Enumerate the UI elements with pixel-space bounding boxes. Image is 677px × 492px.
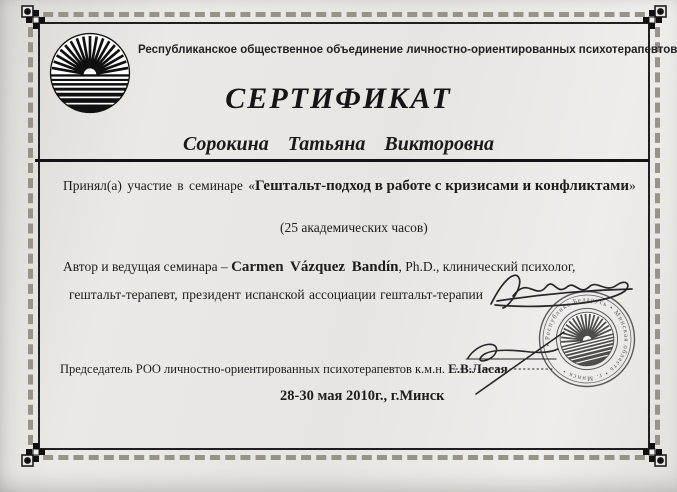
participation-suffix: » — [629, 178, 636, 193]
author-name: Carmen Vázquez Bandín — [231, 259, 399, 275]
chairman-line — [60, 361, 508, 377]
recipient-name: Сорокина Татьяна Викторовна — [182, 133, 495, 155]
organization-name: Республиканское общественное объединение личностно-ориентированных психотерапевтов — [138, 44, 677, 56]
corner-ornament-icon — [21, 441, 47, 467]
date-place-line: 28-30 мая 2010г., г.Минск — [280, 388, 445, 404]
author-suffix: , Ph.D., клинический психолог, — [398, 259, 576, 274]
participation-line — [63, 178, 636, 195]
participation-prefix: Принял(а) участие в семинаре « — [63, 178, 256, 193]
chairman-signature — [452, 328, 586, 400]
seminar-title: Гештальт-подход в работе с кризисами и конфликтами — [255, 178, 630, 194]
chairman-name: Е.В.Ласая — [448, 361, 508, 376]
corner-ornament-icon — [21, 5, 47, 31]
chairman-prefix: Председатель РОО личностно-ориентированных психотерапевтов к.м.н. — [60, 362, 449, 376]
author-line2: гештальт-терапевт, президент испанской ассоциации гештальт-терапии — [69, 287, 484, 302]
name-underline — [35, 159, 649, 162]
corner-ornament-icon — [641, 441, 667, 467]
stamp-ring-text: • Республика Беларусь • Минская область • г. Минск • — [544, 296, 630, 382]
author-prefix: Автор и ведущая семинара – — [63, 259, 232, 274]
author-signature — [483, 264, 638, 318]
corner-ornament-icon — [641, 5, 667, 31]
hours-line: (25 академических часов) — [280, 220, 428, 235]
certificate-title: СЕРТИФИКАТ — [225, 82, 452, 115]
